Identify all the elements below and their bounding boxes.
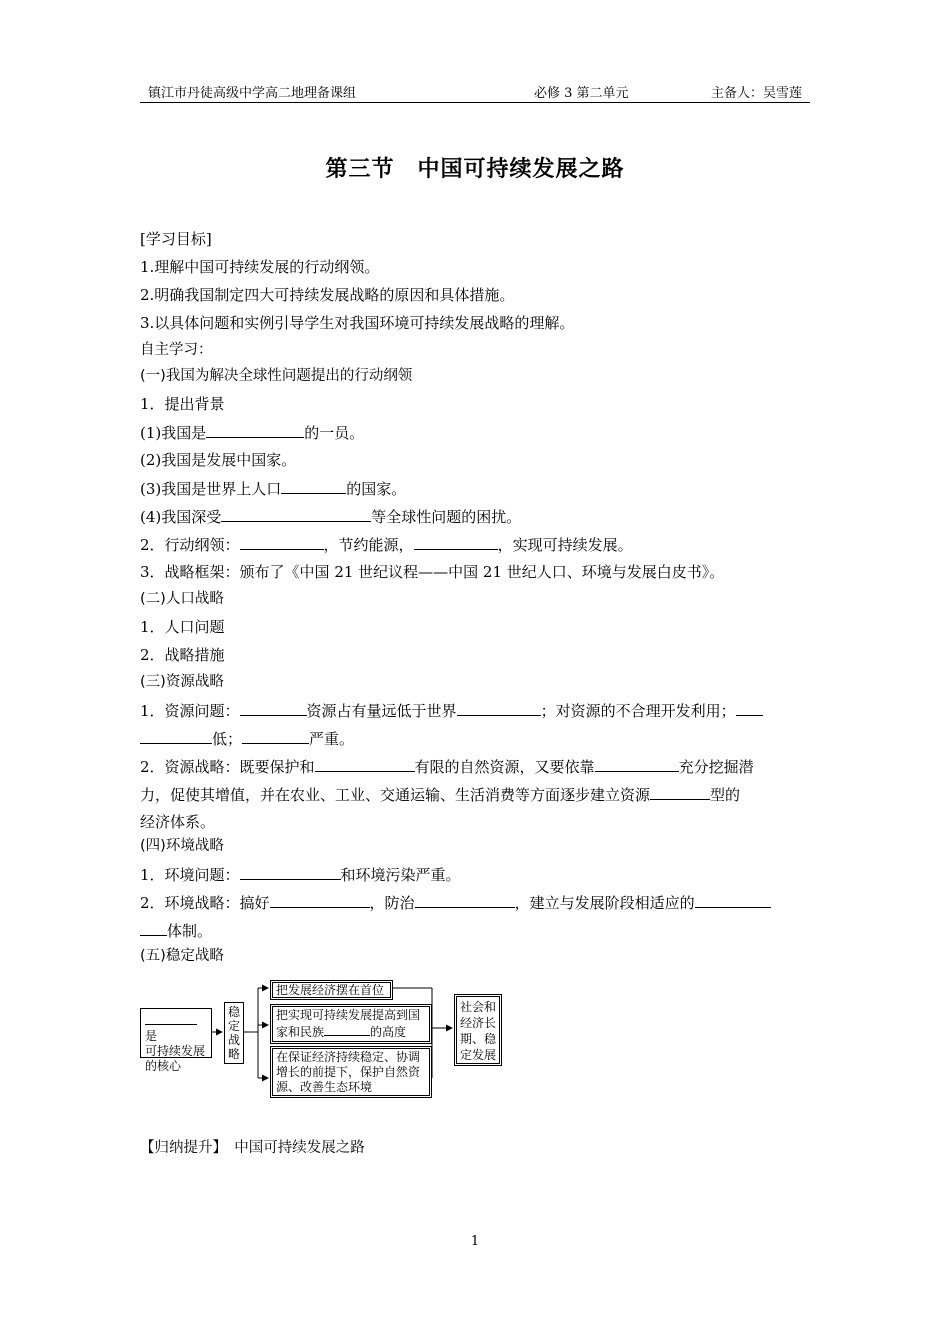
text-line — [140, 756, 812, 777]
text-segment: 体制。 — [167, 922, 213, 940]
summary-heading: 【归纳提升】 中国可持续发展之路 — [140, 1140, 365, 1156]
goal-item: 2.明确我国制定四大可持续发展战略的原因和具体措施。 — [140, 286, 515, 304]
text-line — [140, 728, 812, 749]
text-segment: 2．行动纲领： — [140, 536, 240, 554]
diagram-outcome-box: 社会和经济长期、稳定发展 — [454, 994, 502, 1066]
fill-blank[interactable] — [650, 784, 710, 800]
fill-blank[interactable] — [281, 478, 346, 494]
fill-blank[interactable] — [324, 1023, 370, 1036]
page-title: 第三节 中国可持续发展之路 — [325, 157, 625, 182]
header-author: 主备人：吴雪莲 — [710, 86, 802, 101]
text-segment: 力，促使其增值，并在农业、工业、交通运输、生活消费等方面逐步建立资源 — [140, 786, 651, 804]
page-number: 1 — [470, 1234, 480, 1249]
text-line — [140, 864, 812, 885]
text-segment: 是 — [145, 1029, 158, 1043]
stability-strategy-diagram — [140, 980, 510, 1100]
text-segment: 有限的自然资源，又要依靠 — [414, 758, 595, 776]
text-segment: 和环境污染严重。 — [340, 866, 461, 884]
text-segment: 的高度 — [370, 1025, 407, 1039]
fill-blank[interactable] — [240, 864, 341, 880]
text-segment: 源、改善生态环境 — [276, 1080, 373, 1094]
text-segment: (1)我国是 — [140, 424, 207, 442]
text-segment: 把实现可持续发展提高到国 — [276, 1008, 421, 1022]
text-line — [140, 700, 812, 721]
text-segment: 充分挖掘潜 — [678, 758, 754, 776]
text-line: (2)我国是发展中国家。 — [140, 451, 297, 469]
self-study-heading: 自主学习： — [140, 342, 213, 358]
text-segment: ，防治 — [369, 894, 415, 912]
text-segment: 在保证经济持续稳定、协调 — [276, 1050, 421, 1064]
goals-heading: [学习目标] — [140, 230, 212, 248]
fill-blank[interactable] — [240, 534, 324, 550]
text-segment: (3)我国是世界上人口 — [140, 480, 282, 498]
fill-blank[interactable] — [206, 422, 304, 438]
text-segment: 1．资源问题： — [140, 702, 240, 720]
section-heading: (五)稳定战略 — [140, 948, 224, 964]
fill-blank[interactable] — [415, 892, 515, 908]
text-segment: 增长的前提下，保护自然资 — [276, 1065, 421, 1079]
diagram-box-environment — [270, 1046, 432, 1098]
text-segment: 资源占有量远低于世界 — [306, 702, 457, 720]
text-line: 1．提出背景 — [140, 395, 225, 413]
fill-blank[interactable] — [736, 700, 763, 716]
fill-blank[interactable] — [414, 534, 498, 550]
section-heading: (三)资源战略 — [140, 674, 224, 690]
text-segment: 等全球性问题的困扰。 — [371, 508, 522, 526]
text-line — [140, 784, 812, 805]
text-line: 3．战略框架：颁布了《中国 21 世纪议程——中国 21 世纪人口、环境与发展白皮书》。 — [140, 563, 725, 581]
fill-blank[interactable] — [695, 892, 771, 908]
text-segment: 型的 — [710, 786, 741, 804]
diagram-stability-box: 稳定战略 — [224, 1002, 244, 1064]
page-header — [140, 80, 810, 103]
fill-blank[interactable] — [145, 1012, 197, 1025]
goal-item: 1.理解中国可持续发展的行动纲领。 — [140, 258, 380, 276]
text-segment: ，实现可持续发展。 — [497, 536, 633, 554]
fill-blank[interactable] — [270, 892, 370, 908]
section-heading: (一)我国为解决全球性问题提出的行动纲领 — [140, 368, 413, 384]
section-heading: (四)环境战略 — [140, 838, 224, 854]
fill-blank[interactable] — [140, 728, 212, 744]
text-segment: 家和民族 — [276, 1025, 325, 1039]
text-segment: 的国家。 — [346, 480, 407, 498]
text-line: 1．人口问题 — [140, 618, 225, 636]
fill-blank[interactable] — [240, 700, 307, 716]
fill-blank[interactable] — [242, 728, 309, 744]
fill-blank[interactable] — [595, 756, 679, 772]
section-heading: (二)人口战略 — [140, 591, 224, 607]
text-line — [140, 506, 812, 527]
fill-blank[interactable] — [457, 700, 541, 716]
text-segment: ，建立与发展阶段相适应的 — [514, 894, 695, 912]
text-line — [140, 892, 812, 913]
text-segment: 低； — [212, 730, 243, 748]
fill-blank[interactable] — [221, 506, 371, 522]
text-line: 2．战略措施 — [140, 646, 225, 664]
text-segment: 1．环境问题： — [140, 866, 240, 884]
text-line — [140, 920, 812, 941]
fill-blank[interactable] — [140, 920, 167, 936]
text-line: 经济体系。 — [140, 813, 216, 831]
text-line — [140, 478, 812, 499]
text-line — [140, 422, 812, 443]
text-segment: 2．资源战略：既要保护和 — [140, 758, 315, 776]
fill-blank[interactable] — [315, 756, 415, 772]
text-segment: 的核心 — [145, 1059, 182, 1073]
diagram-box-economy: 把发展经济摆在首位 — [270, 980, 393, 1000]
header-school: 镇江市丹徒高级中学高二地理备课组 — [148, 86, 357, 101]
text-segment: 可持续发展 — [145, 1044, 206, 1058]
text-segment: ；对资源的不合理开发利用； — [540, 702, 736, 720]
text-segment: (4)我国深受 — [140, 508, 222, 526]
text-line — [140, 534, 812, 555]
diagram-core-box — [140, 1008, 212, 1073]
text-segment: 的一员。 — [304, 424, 365, 442]
goal-item: 3.以具体问题和实例引导学生对我国环境可持续发展战略的理解。 — [140, 314, 575, 332]
diagram-box-national-level — [270, 1004, 432, 1044]
text-segment: 严重。 — [309, 730, 355, 748]
text-segment: ，节约能源， — [323, 536, 414, 554]
text-segment: 2．环境战略：搞好 — [140, 894, 270, 912]
header-unit: 必修 3 第二单元 — [534, 86, 629, 101]
